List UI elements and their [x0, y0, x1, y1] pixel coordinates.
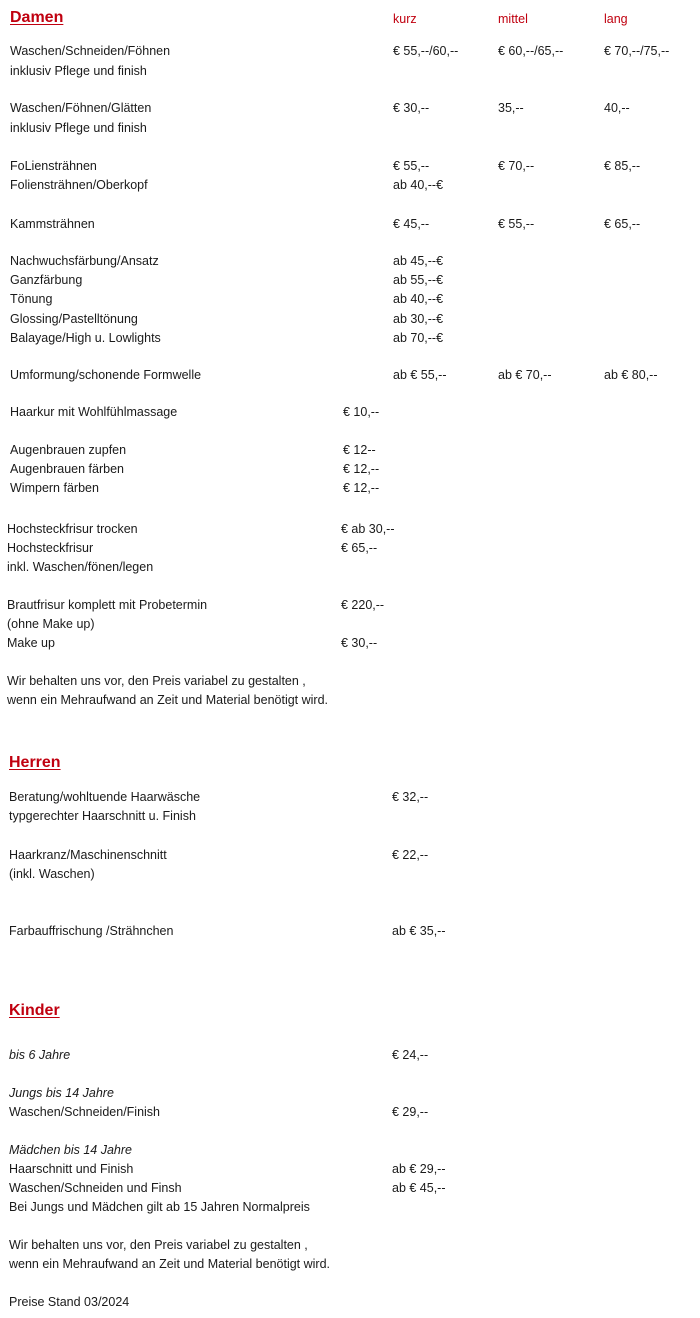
- price: € 65,--: [341, 541, 378, 555]
- service-sublabel: inkl. Waschen/fönen/legen: [7, 560, 154, 574]
- price: ab 40,--€: [393, 292, 444, 306]
- service-sublabel: (inkl. Waschen): [9, 867, 95, 881]
- service-label: Foliensträhnen/Oberkopf: [10, 178, 148, 192]
- price: € 24,--: [392, 1048, 429, 1062]
- column-header-mittel: mittel: [498, 12, 528, 26]
- service-label: Augenbrauen färben: [10, 462, 124, 476]
- price-mittel: € 55,--: [498, 217, 535, 231]
- price: ab 70,--€: [393, 331, 444, 345]
- price-lang: € 65,--: [604, 217, 641, 231]
- price: € 30,--: [341, 636, 378, 650]
- price-kurz: € 55,--/60,--: [393, 44, 459, 58]
- group-title: Jungs bis 14 Jahre: [9, 1086, 114, 1100]
- note: Bei Jungs und Mädchen gilt ab 15 Jahren Normalpreis: [9, 1200, 310, 1214]
- price: ab € 29,--: [392, 1162, 446, 1176]
- price: ab 55,--€: [393, 273, 444, 287]
- price: € 220,--: [341, 598, 385, 612]
- service-label: Brautfrisur komplett mit Probetermin: [7, 598, 208, 612]
- column-header-lang: lang: [604, 12, 628, 26]
- price-kurz: € 55,--: [393, 159, 430, 173]
- service-label: Waschen/Schneiden/Föhnen: [10, 44, 171, 58]
- price: € 12,--: [343, 462, 380, 476]
- service-label: Beratung/wohltuende Haarwäsche: [9, 790, 201, 804]
- price: ab 45,--€: [393, 254, 444, 268]
- price-kurz: € 30,--: [393, 101, 430, 115]
- service-label: Waschen/Schneiden und Finsh: [9, 1181, 182, 1195]
- section-heading-damen: Damen: [10, 9, 64, 26]
- price: € 10,--: [343, 405, 380, 419]
- service-label: Haarkranz/Maschinenschnitt: [9, 848, 167, 862]
- price: ab 30,--€: [393, 312, 444, 326]
- service-prefix: Fo: [10, 159, 25, 173]
- price: € 22,--: [392, 848, 429, 862]
- service-label: Farbauffrischung /Strähnchen: [9, 924, 174, 938]
- price-mittel: 35,--: [498, 101, 524, 115]
- service-label: Umformung/schonende Formwelle: [10, 368, 202, 382]
- price-kurz: ab 40,--€: [393, 178, 444, 192]
- price: ab € 35,--: [392, 924, 446, 938]
- price: € 29,--: [392, 1105, 429, 1119]
- price-kurz: € 45,--: [393, 217, 430, 231]
- price-lang: 40,--: [604, 101, 630, 115]
- price-mittel: € 60,--/65,--: [498, 44, 564, 58]
- note: Wir behalten uns vor, den Preis variabel zu gestalten ,: [9, 1238, 308, 1252]
- service-sublabel: inklusiv Pflege und finish: [10, 121, 147, 135]
- price: € 12,--: [343, 481, 380, 495]
- price: ab € 45,--: [392, 1181, 446, 1195]
- price: € 32,--: [392, 790, 429, 804]
- service-label: Waschen/Schneiden/Finish: [9, 1105, 161, 1119]
- price: € ab 30,--: [341, 522, 395, 536]
- price: € 12--: [343, 443, 376, 457]
- price-lang: € 85,--: [604, 159, 641, 173]
- service-label: Hochsteckfrisur: [7, 541, 94, 555]
- note: wenn ein Mehraufwand an Zeit und Material benötigt wird.: [9, 1257, 331, 1271]
- price-date: Preise Stand 03/2024: [9, 1295, 130, 1309]
- service-label: Nachwuchsfärbung/Ansatz: [10, 254, 159, 268]
- price-lang: ab € 80,--: [604, 368, 658, 382]
- service-label-text: Liensträhnen: [24, 159, 97, 173]
- service-sublabel: typgerechter Haarschnitt u. Finish: [9, 809, 196, 823]
- section-heading-herren: Herren: [9, 754, 61, 771]
- service-label: Tönung: [10, 292, 53, 306]
- service-sublabel: inklusiv Pflege und finish: [10, 64, 147, 78]
- service-label: Balayage/High u. Lowlights: [10, 331, 161, 345]
- service-label: Glossing/Pastelltönung: [10, 312, 138, 326]
- service-label: Haarschnitt und Finish: [9, 1162, 134, 1176]
- service-label: bis 6 Jahre: [9, 1048, 71, 1062]
- column-header-kurz: kurz: [393, 12, 417, 26]
- price-mittel: ab € 70,--: [498, 368, 552, 382]
- service-label: Augenbrauen zupfen: [10, 443, 127, 457]
- service-label: Kammsträhnen: [10, 217, 95, 231]
- service-sublabel: (ohne Make up): [7, 617, 95, 631]
- service-label: [10, 159, 97, 174]
- section-heading-kinder: Kinder: [9, 1002, 60, 1019]
- group-title: Mädchen bis 14 Jahre: [9, 1143, 132, 1157]
- service-label: Hochsteckfrisur trocken: [7, 522, 138, 536]
- note: wenn ein Mehraufwand an Zeit und Material benötigt wird.: [7, 693, 329, 707]
- service-label: Ganzfärbung: [10, 273, 83, 287]
- service-label: Waschen/Föhnen/Glätten: [10, 101, 152, 115]
- service-label: Haarkur mit Wohlfühlmassage: [10, 405, 178, 419]
- price-lang: € 70,--/75,--: [604, 44, 670, 58]
- service-label: Wimpern färben: [10, 481, 99, 495]
- note: Wir behalten uns vor, den Preis variabel zu gestalten ,: [7, 674, 306, 688]
- service-label: Make up: [7, 636, 55, 650]
- price-mittel: € 70,--: [498, 159, 535, 173]
- price-kurz: ab € 55,--: [393, 368, 447, 382]
